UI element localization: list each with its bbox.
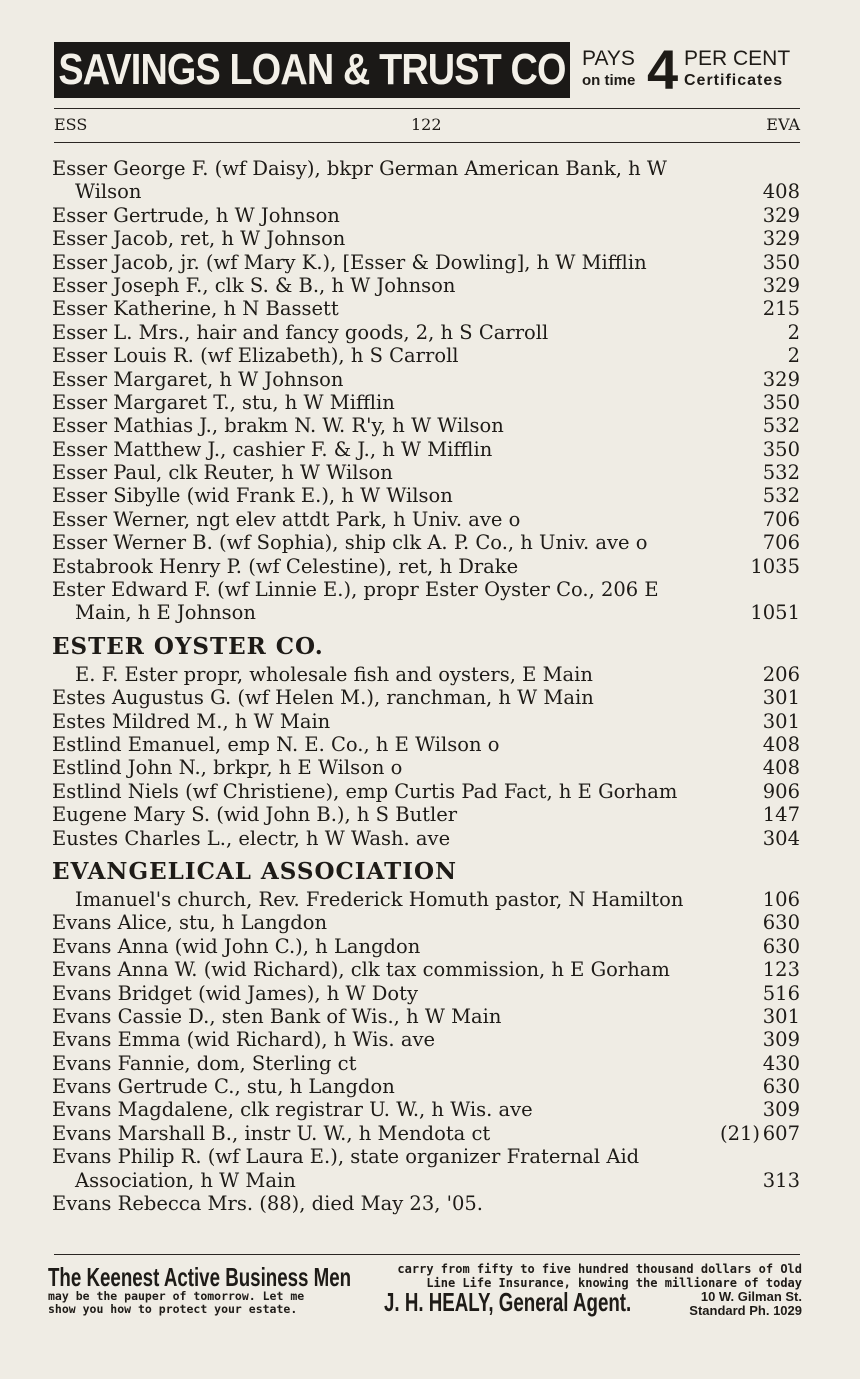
entry-text: Estes Augustus G. (wf Helen M.), ranchman, h W Main: [52, 686, 594, 710]
entry-number: 123: [762, 958, 800, 982]
savings-loan-trust-banner: [54, 38, 808, 101]
directory-entry: [52, 344, 800, 367]
entry-number: 350: [762, 390, 800, 414]
directory-entry: [52, 531, 800, 554]
entry-text: Estlind Niels (wf Christiene), emp Curtis Pad Fact, h E Gorham: [52, 779, 678, 803]
directory-entry: [52, 1145, 800, 1168]
header-rule-bottom: [54, 142, 800, 143]
directory-entry: [52, 227, 800, 250]
entry-number: 906: [762, 779, 800, 803]
entry-text: Evans Anna (wid John C.), h Langdon: [52, 934, 421, 958]
footer-phone: Standard Ph. 1029: [689, 1303, 802, 1318]
entry-number: 215: [762, 297, 800, 321]
footer-rule: [54, 1254, 800, 1255]
entry-number: 301: [762, 1004, 800, 1028]
entry-text: Association, h W Main: [75, 1168, 296, 1192]
directory-entry: [52, 578, 800, 601]
directory-entry: [52, 982, 800, 1005]
entry-number: 106: [762, 887, 800, 911]
entry-number: 313: [762, 1168, 800, 1192]
entry-text: Esser Mathias J., brakm N. W. R'y, h W Wilson: [52, 414, 504, 438]
banner-on-time: on time: [582, 72, 636, 89]
banner-pays-text: PAYS: [582, 47, 635, 70]
directory-entry: [52, 780, 800, 803]
entry-text: Esser Jacob, jr. (wf Mary K.), [Esser & Dowling], h W Mifflin: [52, 250, 647, 274]
entry-text: Esser Jacob, ret, h W Johnson: [52, 227, 346, 251]
entry-text: Evans Magdalene, clk registrar U. W., h Wis. ave: [52, 1098, 533, 1122]
entry-text: Esser Paul, clk Reuter, h W Wilson: [52, 461, 393, 485]
directory-entry: [52, 958, 800, 981]
directory-entry: [52, 321, 800, 344]
entry-text: Esser Louis R. (wf Elizabeth), h S Carroll: [52, 344, 459, 368]
banner-per-cent: PER CENT: [684, 47, 791, 70]
entry-text: Evans Rebecca Mrs. (88), died May 23, '05.: [52, 1192, 483, 1216]
entry-text: Esser Margaret T., stu, h W Mifflin: [52, 390, 395, 414]
entry-text: Wilson: [75, 180, 142, 204]
entry-number: 329: [762, 367, 800, 391]
healy-insurance-advertisement: [48, 1262, 802, 1322]
footer-street: 10 W. Gilman St.: [700, 1289, 802, 1304]
directory-entry: [52, 508, 800, 531]
entry-text: Eustes Charles L., electr, h W Wash. ave: [52, 826, 451, 850]
running-head: [54, 115, 800, 137]
section-heading: EVANGELICAL ASSOCIATION: [52, 857, 458, 885]
entry-number: 408: [762, 180, 800, 204]
entry-number: 630: [762, 1075, 800, 1099]
entry-text: Estlind Emanuel, emp N. E. Co., h E Wilson o: [52, 732, 500, 756]
directory-entry: [52, 888, 800, 911]
entry-number: 630: [762, 934, 800, 958]
directory-entry: [52, 251, 800, 274]
entry-text: Esser L. Mrs., hair and fancy goods, 2, h S Carroll: [52, 320, 549, 344]
entry-text: Esser Matthew J., cashier F. & J., h W Mifflin: [52, 437, 493, 461]
directory-entry: [52, 391, 800, 414]
directory-entry: [52, 1075, 800, 1098]
directory-entry: [52, 180, 800, 203]
entry-number: 301: [762, 686, 800, 710]
entry-text: Evans Emma (wid Richard), h Wis. ave: [52, 1028, 436, 1052]
entry-number: 532: [762, 484, 800, 508]
entry-text: Evans Bridget (wid James), h W Doty: [52, 981, 418, 1005]
entry-number: 408: [762, 756, 800, 780]
entry-text: Imanuel's church, Rev. Frederick Homuth pastor, N Hamilton: [75, 887, 684, 911]
entry-number: 301: [762, 709, 800, 733]
entry-number: 706: [762, 531, 800, 555]
entry-extra: (21): [719, 1121, 760, 1145]
entry-text: Evans Anna W. (wid Richard), clk tax commission, h E Gorham: [52, 958, 670, 982]
directory-entry: [52, 484, 800, 507]
directory-entry: [52, 1098, 800, 1121]
entry-text: Evans Marshall B., instr U. W., h Mendota ct: [52, 1121, 491, 1145]
directory-entry: [52, 438, 800, 461]
directory-entry: [52, 555, 800, 578]
entry-text: Estes Mildred M., h W Main: [52, 709, 331, 733]
entry-number: 329: [762, 203, 800, 227]
entry-number: 309: [762, 1098, 800, 1122]
entry-text: Eugene Mary S. (wid John B.), h S Butler: [52, 803, 458, 827]
running-head-right: EVA: [766, 115, 800, 134]
entry-text: Main, h E Johnson: [75, 601, 256, 625]
directory-entry: [52, 663, 800, 686]
entry-number: 206: [762, 662, 800, 686]
entry-number: 1051: [750, 601, 800, 625]
directory-entry: [52, 414, 800, 437]
directory-entry: [52, 1052, 800, 1075]
footer-pauper-line-1: may be the pauper of tomorrow. Let me: [48, 1289, 305, 1303]
entry-number: 350: [762, 437, 800, 461]
entry-number: 706: [762, 507, 800, 531]
entry-text: Esser Gertrude, h W Johnson: [52, 203, 340, 227]
entry-number: 516: [762, 981, 800, 1005]
footer-address: [689, 1290, 802, 1318]
entry-text: Esser George F. (wf Daisy), bkpr German American Bank, h W: [52, 157, 667, 180]
directory-entry: [52, 686, 800, 709]
entry-text: Esser Katherine, h N Bassett: [52, 297, 339, 321]
directory-entry: [52, 1028, 800, 1051]
entry-number: 532: [762, 461, 800, 485]
footer-carry-line-2: Line Life Insurance, knowing the millionare of today: [426, 1276, 802, 1290]
entry-text: Evans Gertrude C., stu, h Langdon: [52, 1075, 395, 1099]
directory-entry: [52, 204, 800, 227]
footer-pauper-line-2: show you how to protect your estate.: [48, 1302, 298, 1316]
entry-text: Esser Werner, ngt elev attdt Park, h Univ. ave o: [52, 507, 521, 531]
directory-entry: [52, 274, 800, 297]
entry-number: 329: [762, 273, 800, 297]
entry-text: Estlind John N., brkpr, h E Wilson o: [52, 756, 403, 780]
directory-entry: [52, 601, 800, 624]
banner-company-name: SAVINGS LOAN & TRUST CO: [54, 42, 570, 98]
directory-entry: [52, 911, 800, 934]
entry-number: 350: [762, 250, 800, 274]
entry-text: Esser Margaret, h W Johnson: [52, 367, 344, 391]
entry-text: Esser Werner B. (wf Sophia), ship clk A. P. Co., h Univ. ave o: [52, 531, 648, 555]
directory-entry: [52, 1005, 800, 1028]
directory-entry: [52, 297, 800, 320]
directory-entry: [52, 157, 800, 180]
directory-entries: [52, 157, 800, 1215]
directory-entry: [52, 1122, 800, 1145]
banner-four: 4: [647, 38, 679, 101]
directory-entry: [52, 710, 800, 733]
entry-number: 1035: [750, 554, 800, 578]
banner-certificates-text: Certificates: [684, 72, 784, 89]
entry-number: 532: [762, 414, 800, 438]
directory-entry: [52, 935, 800, 958]
entry-text: Estabrook Henry P. (wf Celestine), ret, h Drake: [52, 554, 519, 578]
running-head-left: ESS: [54, 115, 88, 134]
entry-number: 430: [762, 1051, 800, 1075]
directory-entry: [52, 1169, 800, 1192]
entry-text: Evans Fannie, dom, Sterling ct: [52, 1051, 357, 1075]
entry-text: E. F. Ester propr, wholesale fish and oysters, E Main: [75, 662, 593, 686]
entry-text: Ester Edward F. (wf Linnie E.), propr Ester Oyster Co., 206 E: [52, 578, 659, 602]
entry-number: 607: [762, 1121, 800, 1145]
entry-number: 329: [762, 227, 800, 251]
directory-entry: [52, 827, 800, 850]
entry-number: 147: [762, 803, 800, 827]
entry-text: Esser Sibylle (wid Frank E.), h W Wilson: [52, 484, 453, 508]
header-rule-top: [54, 108, 800, 109]
directory-entry: [52, 733, 800, 756]
entry-number: 304: [762, 826, 800, 850]
footer-agent-name: J. H. HEALY, General Agent.: [384, 1287, 632, 1317]
entry-number: 309: [762, 1028, 800, 1052]
directory-entry: [52, 461, 800, 484]
entry-text: Evans Alice, stu, h Langdon: [52, 911, 328, 935]
directory-entry: [52, 803, 800, 826]
entry-number: 408: [762, 732, 800, 756]
page-number: 122: [411, 115, 442, 134]
entry-text: Evans Cassie D., sten Bank of Wis., h W Main: [52, 1004, 502, 1028]
directory-entry: [52, 368, 800, 391]
entry-number: 2: [787, 320, 800, 344]
directory-entry: [52, 756, 800, 779]
section-heading: ESTER OYSTER CO.: [52, 632, 324, 660]
directory-entry: [52, 1192, 800, 1215]
footer-pauper-text: [48, 1290, 304, 1316]
entry-text: Esser Joseph F., clk S. & B., h W Johnson: [52, 273, 456, 297]
banner-pays: [582, 48, 635, 92]
entry-number: 2: [787, 344, 800, 368]
footer-carry-line-1: carry from fifty to five hundred thousand dollars of Old: [397, 1262, 802, 1276]
footer-headline: The Keenest Active Business Men: [48, 1262, 352, 1292]
entry-text: Evans Philip R. (wf Laura E.), state organizer Fraternal Aid: [52, 1145, 640, 1169]
banner-certificates: [684, 48, 790, 92]
entry-number: 630: [762, 911, 800, 935]
